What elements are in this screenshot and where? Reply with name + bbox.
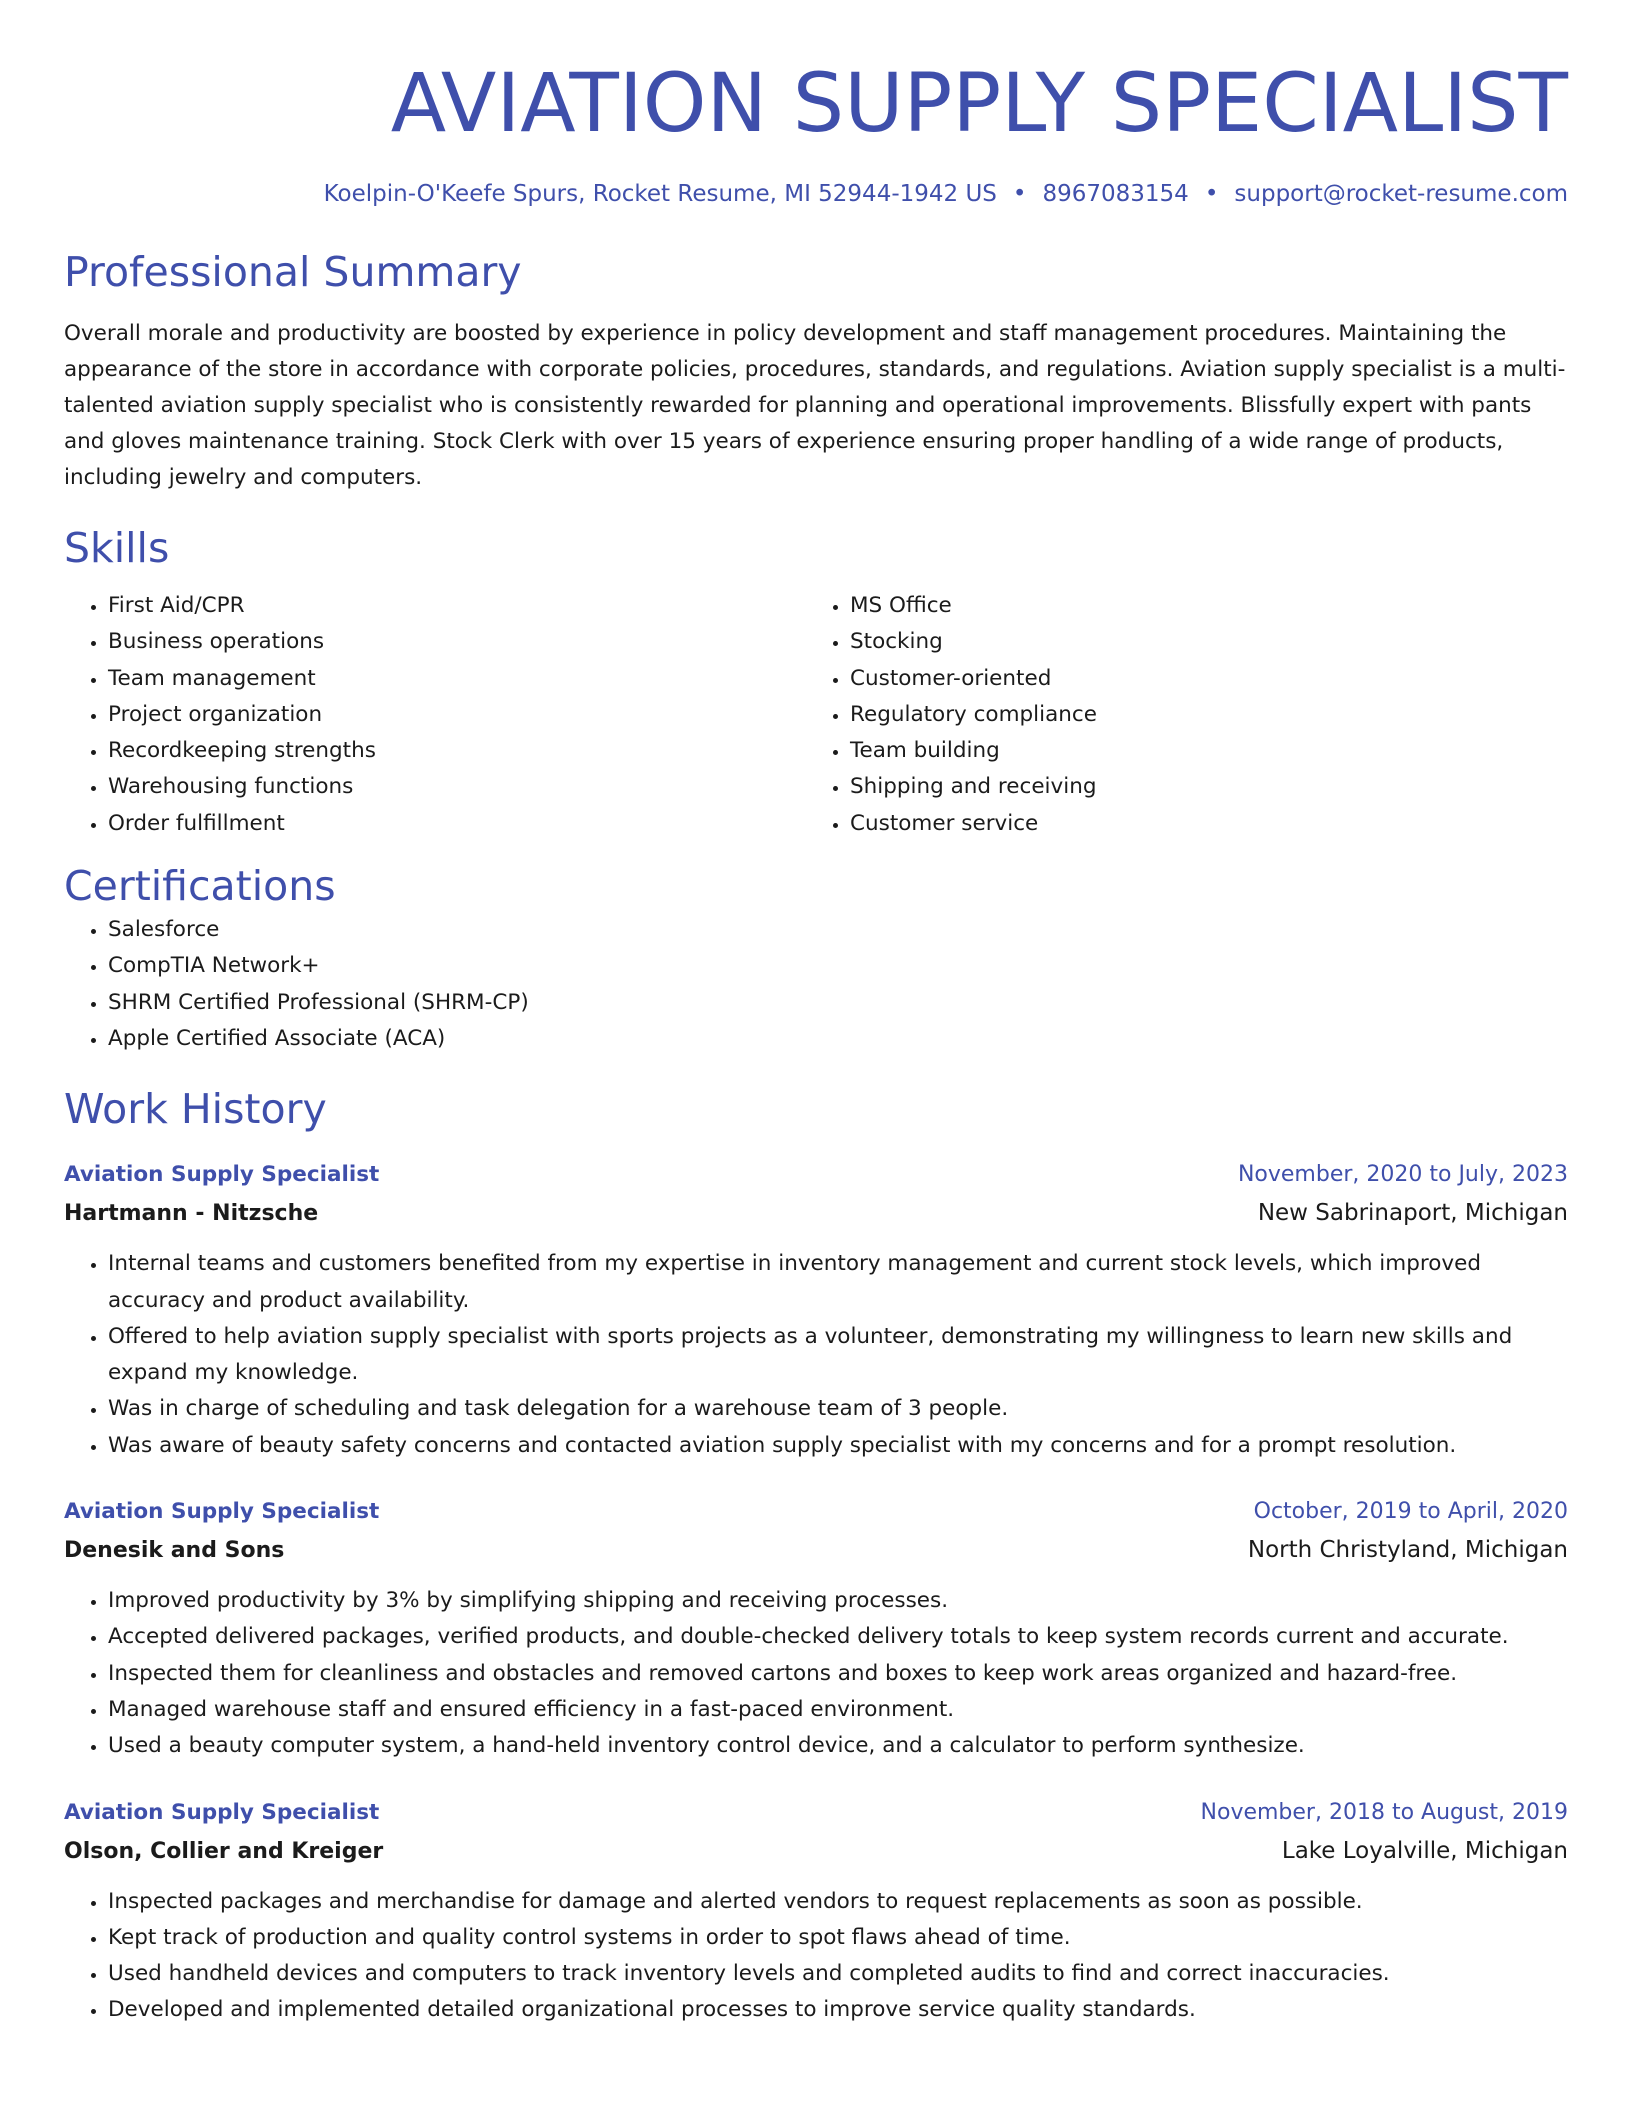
skill-item: • Shipping and receiving: [850, 769, 1548, 805]
job-location: Lake Loyalville, Michigan: [1281, 1837, 1568, 1864]
job-company-row: [64, 1193, 1568, 1234]
skill-item: • Order fulfillment: [108, 806, 806, 842]
job-entry: [64, 1795, 1568, 2029]
skills-list-right: [806, 588, 1548, 842]
job-bullet: • Was in charge of scheduling and task delegation for a warehouse team of 3 people.: [108, 1391, 1568, 1427]
contact-email[interactable]: support@rocket-resume.com: [1234, 181, 1568, 207]
contact-line: [64, 178, 1568, 210]
skills-grid: [64, 588, 1568, 842]
job-location: North Christyland, Michigan: [1247, 1537, 1568, 1564]
job-company: Olson, Collier and Kreiger: [64, 1838, 384, 1864]
job-title: Aviation Supply Specialist: [64, 1162, 380, 1188]
skill-item: • Recordkeeping strengths: [108, 733, 806, 769]
job-bullets: [64, 1884, 1568, 2029]
job-bullet: • Accepted delivered packages, verified products, and double-checked delivery totals to keep system records current and accurate.: [108, 1619, 1568, 1655]
skill-item: • Team building: [850, 733, 1548, 769]
skill-item: • Business operations: [108, 624, 806, 660]
summary-text: Overall morale and productivity are boosted by experience in policy development and staff management procedures. Maintaining the appearance of the store in accordance with corporate policies, procedures, standards, and regulations. Aviation supply specialist is a multi-talented aviation supply specialist who is consistently rewarded for planning and operational improvements. Blissfully expert with pants and gloves maintenance training. Stock Clerk with over 15 years of experience ensuring proper handling of a wide range of products, including jewelry and computers.: [64, 321, 1566, 490]
skill-item: • Customer service: [850, 806, 1548, 842]
certifications-heading: Certifications: [64, 862, 336, 911]
skills-column-left: [64, 588, 806, 842]
job-company-row: [64, 1530, 1568, 1571]
job-bullet: • Managed warehouse staff and ensured efficiency in a fast-paced environment.: [108, 1692, 1568, 1728]
summary-heading: Professional Summary: [64, 248, 522, 296]
contact-address: Koelpin-O'Keefe Spurs, Rocket Resume, MI 52944-1942 US: [323, 181, 997, 207]
job-bullet: • Inspected them for cleanliness and obstacles and removed cartons and boxes to keep work areas organized and hazard-free.: [108, 1656, 1568, 1692]
skills-list-left: [64, 588, 806, 842]
certification-item: • SHRM Certified Professional (SHRM-CP): [108, 985, 1568, 1021]
job-bullet: • Offered to help aviation supply specialist with sports projects as a volunteer, demonstrating my willingness to learn new skills and expand my knowledge.: [108, 1319, 1568, 1392]
job-bullet: • Used handheld devices and computers to track inventory levels and completed audits to find and correct inaccuracies.: [108, 1956, 1568, 1992]
job-dates: November, 2018 to August, 2019: [1200, 1799, 1568, 1825]
skill-item: • First Aid/CPR: [108, 588, 806, 624]
resume-title: AVIATION SUPPLY SPECIALIST: [390, 57, 1568, 151]
contact-separator: •: [1204, 181, 1219, 207]
job-bullets: [64, 1583, 1568, 1764]
job-bullet: • Used a beauty computer system, a hand-held inventory control device, and a calculator to perform synthesize.: [108, 1728, 1568, 1764]
skill-item: • Customer-oriented: [850, 661, 1548, 697]
contact-separator: •: [1012, 181, 1027, 207]
job-title: Aviation Supply Specialist: [64, 1499, 380, 1525]
job-dates: November, 2020 to July, 2023: [1237, 1162, 1568, 1188]
job-company: Denesik and Sons: [64, 1538, 285, 1564]
job-dates: October, 2019 to April, 2020: [1253, 1499, 1568, 1525]
job-title-row: [64, 1795, 1568, 1831]
certification-item: • Salesforce: [108, 912, 1568, 948]
job-location: New Sabrinaport, Michigan: [1257, 1200, 1568, 1227]
certification-item: • CompTIA Network+: [108, 948, 1568, 984]
job-entry: [64, 1494, 1568, 1764]
job-title: Aviation Supply Specialist: [64, 1799, 380, 1825]
job-bullet: • Improved productivity by 3% by simplifying shipping and receiving processes.: [108, 1583, 1568, 1619]
job-bullet: • Was aware of beauty safety concerns and contacted aviation supply specialist with my concerns and for a prompt resolution.: [108, 1428, 1568, 1464]
job-title-row: [64, 1494, 1568, 1530]
work-history-heading: Work History: [64, 1085, 327, 1134]
skills-heading: Skills: [64, 524, 170, 572]
job-title-row: [64, 1157, 1568, 1193]
job-bullet: • Developed and implemented detailed organizational processes to improve service quality standards.: [108, 1992, 1568, 2028]
skills-column-right: [806, 588, 1548, 842]
skill-item: • Stocking: [850, 624, 1548, 660]
job-bullet: • Inspected packages and merchandise for damage and alerted vendors to request replacements as soon as possible.: [108, 1884, 1568, 1920]
contact-phone: 8967083154: [1042, 181, 1189, 207]
job-bullet: • Internal teams and customers benefited from my expertise in inventory management and current stock levels, which improved accuracy and product availability.: [108, 1246, 1568, 1319]
job-entry: [64, 1157, 1568, 1464]
job-company: Hartmann - Nitzsche: [64, 1201, 319, 1227]
job-bullet: • Kept track of production and quality control systems in order to spot flaws ahead of time.: [108, 1920, 1568, 1956]
certification-item: • Apple Certified Associate (ACA): [108, 1021, 1568, 1057]
skill-item: • Project organization: [108, 697, 806, 733]
job-bullets: [64, 1246, 1568, 1464]
skill-item: • Regulatory compliance: [850, 697, 1548, 733]
skill-item: • Warehousing functions: [108, 769, 806, 805]
certifications-list: [64, 912, 1568, 1057]
skill-item: • MS Office: [850, 588, 1548, 624]
skill-item: • Team management: [108, 661, 806, 697]
job-company-row: [64, 1831, 1568, 1872]
resume-page: [64, 0, 1568, 2029]
